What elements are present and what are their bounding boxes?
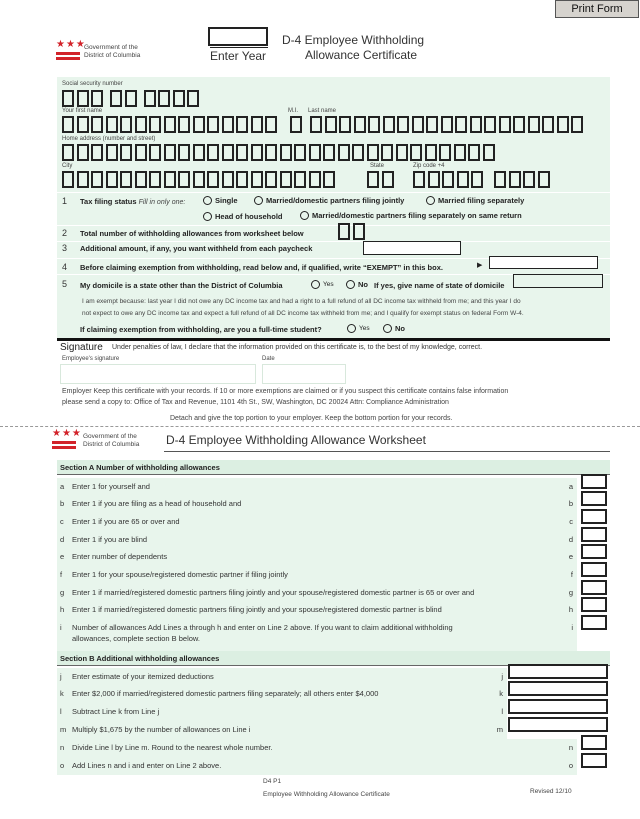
worksheet-input-n[interactable] (581, 735, 607, 750)
exempt-text-line2: not expect to owe any DC income tax and expect a full refund of all DC income tax withheld from me; and I qualify for exempt status on federal Form W-4. (82, 310, 524, 317)
allowances-input[interactable] (338, 223, 367, 240)
worksheet-row-o: o Add Lines n and i and enter on Line 2 above. o (57, 757, 577, 775)
line1-label: Tax filing status Fill in only one: (80, 197, 186, 206)
worksheet-input-m[interactable] (508, 717, 608, 732)
exempt-input[interactable] (489, 256, 598, 269)
ssn-input[interactable] (62, 90, 202, 107)
section-a-header: Section A Number of withholding allowances (57, 460, 610, 475)
year-label: Enter Year (210, 49, 267, 63)
domicile-state-input[interactable] (513, 274, 603, 288)
address-input[interactable] (62, 144, 497, 161)
print-form-button[interactable]: Print Form (555, 0, 639, 18)
state-input[interactable] (367, 171, 396, 188)
worksheet-input-j[interactable] (508, 664, 608, 679)
worksheet-row-h: h Enter 1 if married/registered domestic partners filing jointly and your spouse/registered domestic partner is blind h (57, 601, 577, 619)
year-input[interactable] (208, 27, 268, 46)
signature-title: Signature (60, 342, 103, 353)
zip-label: Zip code +4 (413, 163, 445, 169)
worksheet-input-b[interactable] (581, 491, 607, 506)
state-label: State (370, 163, 385, 169)
worksheet-row-k: k Enter $2,000 if married/registered domestic partners filing separately; all others enter $4,000 k (57, 685, 507, 703)
worksheet-row-f: f Enter 1 for your spouse/registered domestic partner if filing jointly f (57, 566, 577, 584)
dc-logo-worksheet: ★★★ Government of the District of Columbia (52, 428, 140, 448)
city-label: City (62, 163, 73, 169)
worksheet-row-c: c Enter 1 if you are 65 or over and c (57, 513, 577, 531)
revised-date: Revised 12/10 (530, 788, 572, 795)
first-name-input[interactable] (62, 116, 280, 133)
detach-instruction: Detach and give the top portion to your employer. Keep the bottom portion for your records. (170, 415, 453, 422)
radio-icon (300, 211, 309, 220)
additional-amount-input[interactable] (363, 241, 461, 255)
radio-icon (347, 324, 356, 333)
employee-signature-label: Employee's signature (62, 356, 120, 362)
line4-number: 4 (62, 262, 68, 272)
worksheet-row-l: l Subtract Line k from Line j l (57, 703, 507, 721)
form-id: D4 P1 (263, 778, 282, 785)
first-name-label: Your first name (62, 108, 103, 114)
zip-input[interactable] (413, 171, 486, 188)
worksheet-input-h[interactable] (581, 597, 607, 612)
radio-icon (203, 196, 212, 205)
form-title-line2: Allowance Certificate (305, 48, 418, 62)
radio-icon (346, 280, 355, 289)
dc-logo (56, 40, 166, 66)
signature-declaration: Under penalties of law, I declare that the information provided on this certificate is, to the best of my knowledge, correct. (112, 344, 483, 351)
employer-text-line1: Employer Keep this certificate with your records. If 10 or more exemptions are claimed or if you suspect this certificate contains false information (62, 388, 509, 395)
last-name-label: Last name (308, 108, 337, 114)
line2-label: Total number of withholding allowances from worksheet below (80, 229, 304, 238)
section-b-header: Section B Additional withholding allowances (57, 651, 610, 666)
arrow-right-icon: ▶ (477, 262, 483, 269)
worksheet-input-o[interactable] (581, 753, 607, 768)
worksheet-row-m: m Multiply $1,675 by the number of allowances on Line i m (57, 721, 507, 739)
worksheet-input-l[interactable] (508, 699, 608, 714)
radio-icon (383, 324, 392, 333)
worksheet-input-g[interactable] (581, 580, 607, 595)
worksheet-row-i-line2: allowances, complete section B below. (72, 634, 200, 643)
worksheet-input-i[interactable] (581, 615, 607, 630)
worksheet-input-d[interactable] (581, 527, 607, 542)
line4-label: Before claiming exemption from withholding, read below and, if qualified, write “EXEMPT” in this box. (80, 263, 443, 272)
address-label: Home address (number and street) (62, 136, 156, 142)
line1-number: 1 (62, 196, 68, 206)
last-name-input[interactable] (310, 116, 586, 133)
detach-line (0, 426, 640, 427)
filing-separate-same-return-radio[interactable]: Married/domestic partners filing separately on same return (300, 211, 522, 220)
student-question: If claiming exemption from withholding, are you a full-time student? (80, 325, 322, 334)
exempt-text-line1: I am exempt because: last year I did not owe any DC income tax and had a right to a full refund of all DC income tax withheld from me; and this year I do (82, 298, 521, 305)
form-name: Employee Withholding Allowance Certificate (263, 791, 390, 798)
worksheet-row-n: n Divide Line l by Line m. Round to the nearest whole number. n (57, 739, 577, 757)
ssn-label: Social security number (62, 81, 123, 87)
domicile-followup-label: If yes, give name of state of domicile (374, 281, 505, 290)
stars-icon: ★★★ (56, 39, 86, 50)
radio-icon (311, 280, 320, 289)
line3-number: 3 (62, 243, 68, 253)
worksheet-input-f[interactable] (581, 562, 607, 577)
line3-label: Additional amount, if any, you want withheld from each paycheck (80, 244, 313, 253)
worksheet-row-e: e Enter number of dependents e (57, 548, 577, 566)
date-field[interactable] (262, 364, 346, 384)
filing-joint-radio[interactable]: Married/domestic partners filing jointly (254, 196, 404, 205)
stars-icon: ★★★ (52, 428, 82, 439)
worksheet-row-b: b Enter 1 if you are filing as a head of household and b (57, 495, 577, 513)
student-yes-radio[interactable]: Yes (347, 324, 370, 333)
worksheet-row-d: d Enter 1 if you are blind d (57, 531, 577, 549)
domicile-yes-radio[interactable]: Yes (311, 280, 334, 289)
gov-line2: District of Columbia (84, 52, 141, 59)
mi-label: M.I. (288, 108, 298, 114)
worksheet-input-k[interactable] (508, 681, 608, 696)
radio-icon (254, 196, 263, 205)
worksheet-row-j: j Enter estimate of your itemized deductions j (57, 668, 507, 686)
divider (57, 338, 610, 341)
domicile-no-radio[interactable]: No (346, 280, 368, 289)
filing-separate-radio[interactable]: Married filing separately (426, 196, 524, 205)
filing-single-radio[interactable]: Single (203, 196, 238, 205)
line2-number: 2 (62, 228, 68, 238)
radio-icon (426, 196, 435, 205)
employer-text-line2: please send a copy to: Office of Tax and Revenue, 1101 4th St., SW, Washington, DC 20024 Attn: Compliance Administration (62, 399, 449, 406)
zip4-input[interactable] (494, 171, 552, 188)
gov-line1: Government of the (84, 44, 138, 51)
line5-number: 5 (62, 279, 68, 289)
date-label: Date (262, 356, 275, 362)
worksheet-rule (164, 451, 610, 452)
filing-hoh-radio[interactable]: Head of household (203, 212, 283, 221)
city-input[interactable] (62, 171, 338, 188)
worksheet-row-g: g Enter 1 if married/registered domestic partners filing jointly and your spouse/registered domestic partner is 65 or over and g (57, 584, 577, 602)
student-no-radio[interactable]: No (383, 324, 405, 333)
worksheet-title: D-4 Employee Withholding Allowance Worksheet (166, 433, 426, 447)
worksheet-input-e[interactable] (581, 544, 607, 559)
form-title-line1: D-4 Employee Withholding (282, 33, 425, 47)
worksheet-row-i: i Number of allowances Add Lines a through h and enter on Line 2 above. If you want to claim additional withholding i (57, 619, 577, 651)
radio-icon (203, 212, 212, 221)
worksheet-row-a: a Enter 1 for yourself and a (57, 478, 577, 496)
mi-input[interactable] (290, 116, 305, 133)
worksheet-input-a[interactable] (581, 474, 607, 489)
worksheet-input-c[interactable] (581, 509, 607, 524)
line5-label: My domicile is a state other than the District of Columbia (80, 281, 283, 290)
employee-signature-field[interactable] (60, 364, 256, 384)
